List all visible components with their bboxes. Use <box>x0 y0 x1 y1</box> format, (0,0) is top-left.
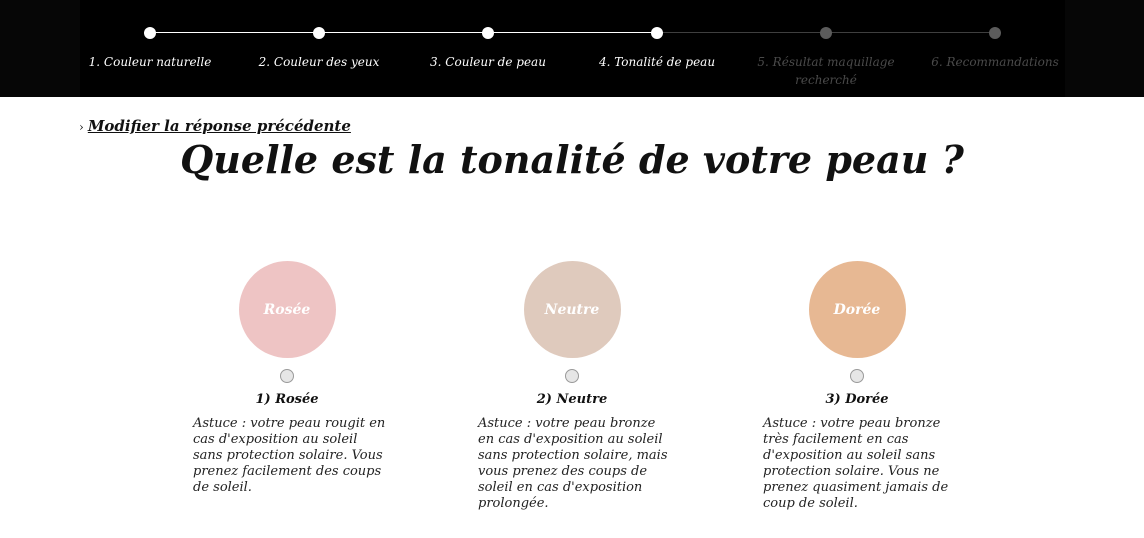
step-resultat-maquillage <box>746 27 906 89</box>
color-swatch[interactable] <box>524 261 621 358</box>
option-description: Astuce : votre peau bronze très facilement en cas d'exposition au soleil sans protection solaire. Vous ne prenez quasiment jamais de coup de soleil. <box>763 416 949 511</box>
option-title: 1) Rosée <box>255 392 319 407</box>
step-tonalite-de-peau[interactable] <box>577 27 737 71</box>
step-label: 1. Couleur naturelle <box>88 55 212 69</box>
progress-stepper <box>80 0 1065 97</box>
step-label: 4. Tonalité de peau <box>598 55 716 69</box>
radio-button[interactable] <box>280 369 294 383</box>
radio-button[interactable] <box>850 369 864 383</box>
step-recommandations <box>915 27 1075 71</box>
swatch-label: Rosée <box>263 301 311 318</box>
step-couleur-des-yeux[interactable] <box>239 27 399 71</box>
step-dot-completed <box>144 27 156 39</box>
step-couleur-naturelle[interactable] <box>70 27 230 71</box>
step-label: 6. Recommandations <box>931 55 1059 69</box>
option-description: Astuce : votre peau bronze en cas d'exposition au soleil sans protection solaire, mais vous prenez des coups de soleil en cas d'exposition prolongée. <box>478 416 668 511</box>
option-title: 3) Dorée <box>825 392 889 407</box>
radio-button[interactable] <box>565 369 579 383</box>
step-dot-completed <box>482 27 494 39</box>
step-dot-completed <box>313 27 325 39</box>
color-swatch[interactable] <box>239 261 336 358</box>
top-bar <box>0 0 1144 97</box>
previous-answer-label: Modifier la réponse précédente <box>87 117 351 135</box>
previous-answer-link[interactable] <box>79 117 351 135</box>
color-swatch[interactable] <box>809 261 906 358</box>
step-dot-pending <box>989 27 1001 39</box>
option-doree[interactable] <box>757 261 957 512</box>
swatch-label: Dorée <box>833 301 881 318</box>
option-rosee[interactable] <box>187 261 387 496</box>
step-label: 3. Couleur de peau <box>430 55 546 69</box>
step-dot-pending <box>820 27 832 39</box>
option-description: Astuce : votre peau rougit en cas d'exposition au soleil sans protection solaire. Vous prenez facilement des coups de soleil. <box>193 416 386 495</box>
option-title: 2) Neutre <box>536 392 608 407</box>
question-title: Quelle est la tonalité de votre peau ? <box>180 137 964 182</box>
step-label: 2. Couleur des yeux <box>258 55 380 69</box>
step-dot-current <box>651 27 663 39</box>
option-neutre[interactable] <box>472 261 672 512</box>
step-label: 5. Résultat maquillage recherché <box>757 55 895 87</box>
swatch-label: Neutre <box>544 301 600 318</box>
chevron-right-icon: › <box>79 120 84 134</box>
step-couleur-de-peau[interactable] <box>408 27 568 71</box>
